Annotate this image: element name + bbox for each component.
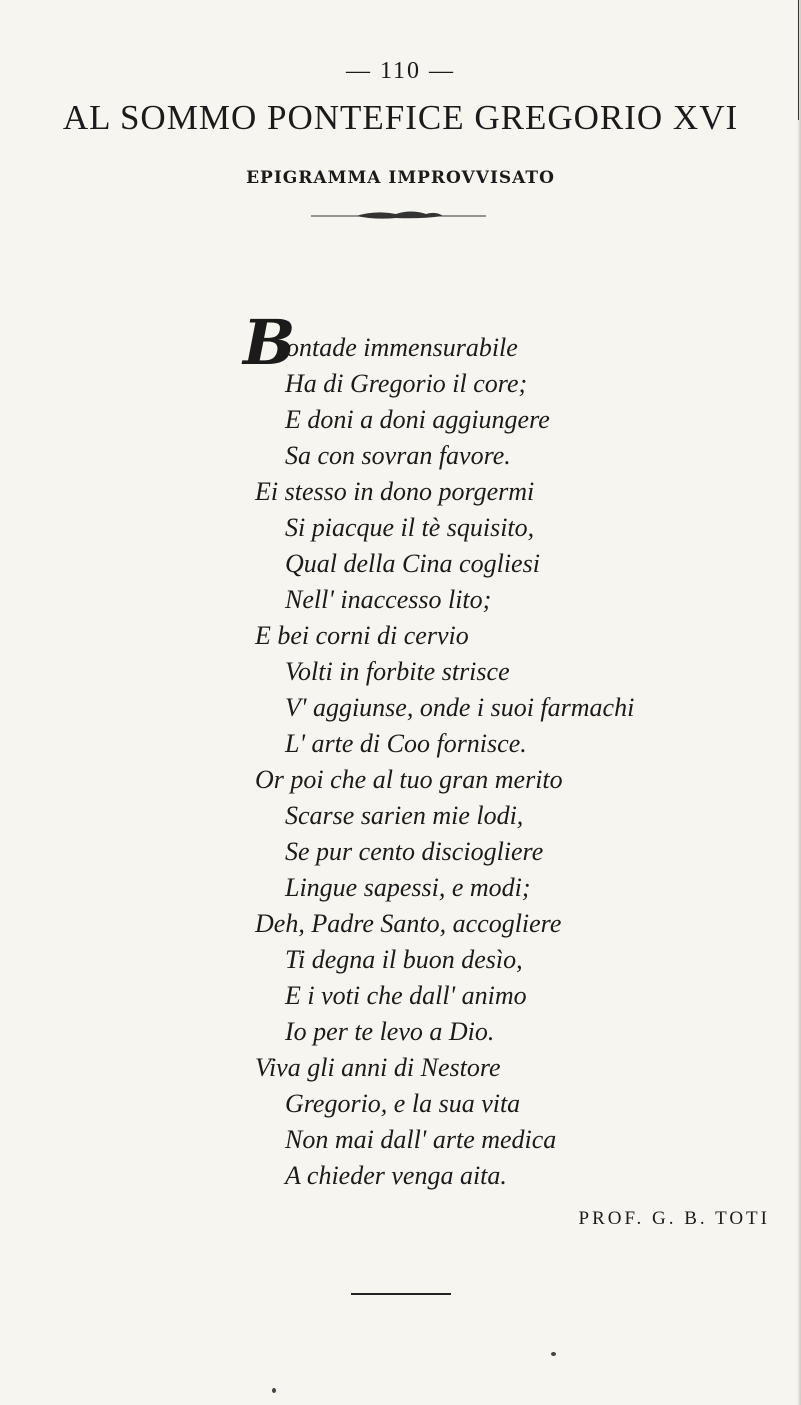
- poem-line-text: ontade immensurabile: [286, 333, 518, 362]
- poem-line: Ha di Gregorio il core;: [285, 369, 528, 398]
- end-rule: [351, 1293, 451, 1295]
- poem-line: [243, 306, 775, 379]
- poem-line: E bei corni di cervio: [255, 621, 469, 650]
- poem-line: E i voti che dall' animo: [285, 981, 527, 1010]
- poem-line: E doni a doni aggiungere: [285, 405, 550, 434]
- subtitle: EPIGRAMMA IMPROVVISATO: [246, 168, 555, 188]
- poem-line: Lingue sapessi, e modi;: [285, 873, 531, 902]
- poem-line: Deh, Padre Santo, accogliere: [255, 909, 562, 938]
- drop-cap: B: [243, 306, 296, 379]
- poem-line: Ei stesso in dono porgermi: [255, 477, 535, 506]
- poem-line: A chieder venga aita.: [285, 1161, 507, 1190]
- poem-line: Qual della Cina cogliesi: [285, 549, 540, 578]
- poem-line: Ti degna il buon desìo,: [285, 945, 523, 974]
- ornament-divider: [311, 208, 486, 222]
- page-edge: [797, 0, 801, 1405]
- poem: [243, 306, 775, 1194]
- poem-line: Nell' inaccesso lito;: [285, 585, 492, 614]
- poem-line: Viva gli anni di Nestore: [255, 1053, 501, 1082]
- poem-line: Se pur cento disciogliere: [285, 837, 544, 866]
- poem-line: Si piacque il tè squisito,: [285, 513, 535, 542]
- poem-line: L' arte di Coo fornisce.: [285, 729, 527, 758]
- poem-line: Sa con sovran favore.: [285, 441, 511, 470]
- poem-line: Scarse sarien mie lodi,: [285, 801, 524, 830]
- ink-speck: [551, 1352, 556, 1356]
- poem-line: Non mai dall' arte medica: [285, 1125, 557, 1154]
- poem-line: V' aggiunse, onde i suoi farmachi: [285, 693, 635, 722]
- ink-speck: [272, 1388, 276, 1393]
- poem-line: Io per te levo a Dio.: [285, 1017, 495, 1046]
- poem-line: Volti in forbite strisce: [285, 657, 510, 686]
- poem-line: Gregorio, e la sua vita: [285, 1089, 521, 1118]
- page-title: AL SOMMO PONTEFICE GREGORIO XVI: [62, 98, 739, 137]
- author-signature: PROF. G. B. TOTI: [578, 1208, 770, 1229]
- page-number: — 110 —: [345, 58, 456, 84]
- poem-line: Or poi che al tuo gran merito: [255, 765, 563, 794]
